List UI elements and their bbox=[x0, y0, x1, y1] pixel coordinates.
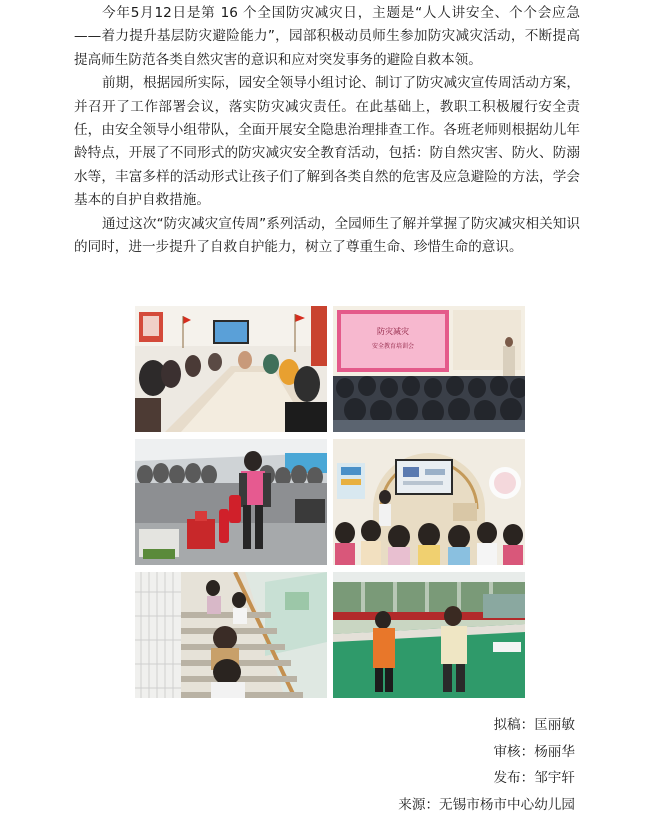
photo-training-lecture bbox=[333, 306, 525, 432]
photo-stairway-evacuation-drill bbox=[135, 572, 327, 698]
paragraph-intro: 今年5月12日是第 16 个全国防灾减灾日，主题是“人人讲安全、个个会应急——着力提升基层防灾避险能力”，园部积极动员师生参加防灾减灾活动，不断提高提高师生防范各类自然灾害的意识和应对突发事务的避险自救本领。 bbox=[74, 5, 580, 68]
photo-grid bbox=[135, 306, 525, 698]
paragraph-activities: 前期，根据园所实际，园安全领导小组讨论、制订了防灾减灾宣传周活动方案，并召开了工作部署会议，落实防灾减灾责任。在此基础上，教职工积极履行安全责任，由安全领导小组带队，全面开展安全隐患治理排查工作。各班老师则根据幼儿年龄特点，开展了不同形式的防灾减灾安全教育活动，包括：防自然灾害、防火、防溺水等，丰富多样的活动形式让孩子们了解到各类自然的危害及应急避险的方法，学会基本的自护自救措施。 bbox=[74, 75, 580, 209]
meeting-room-image bbox=[135, 306, 327, 432]
credit-source: 来源：无锡市杨市中心幼儿园 bbox=[398, 796, 575, 813]
credit-reviewer: 审核：杨丽华 bbox=[493, 743, 575, 760]
photo-fire-extinguisher-drill bbox=[135, 439, 327, 565]
credit-publisher: 发布：邹宇轩 bbox=[493, 770, 575, 786]
training-lecture-image bbox=[333, 306, 525, 432]
slide-title-line2: 安全教育培训会 bbox=[371, 343, 415, 350]
photo-classroom-safety-lesson bbox=[333, 439, 525, 565]
slide-title-line1: 防灾减灾 bbox=[377, 327, 409, 336]
classroom-lesson-image bbox=[333, 439, 525, 565]
playground-image bbox=[333, 572, 525, 698]
credits-block bbox=[398, 712, 575, 818]
photo-playground-inspection bbox=[333, 572, 525, 698]
photo-staff-meeting-room bbox=[135, 306, 327, 432]
stairway-drill-image bbox=[135, 572, 327, 698]
fire-drill-image bbox=[135, 439, 327, 565]
article-body bbox=[74, 2, 580, 259]
paragraph-conclusion: 通过这次“防灾减灾宣传周”系列活动，全园师生了解并掌握了防灾减灾相关知识的同时，进一步提升了自救自护能力，树立了尊重生命、珍惜生命的意识。 bbox=[74, 215, 580, 256]
credit-drafter: 拟稿：匡丽敏 bbox=[493, 717, 575, 733]
